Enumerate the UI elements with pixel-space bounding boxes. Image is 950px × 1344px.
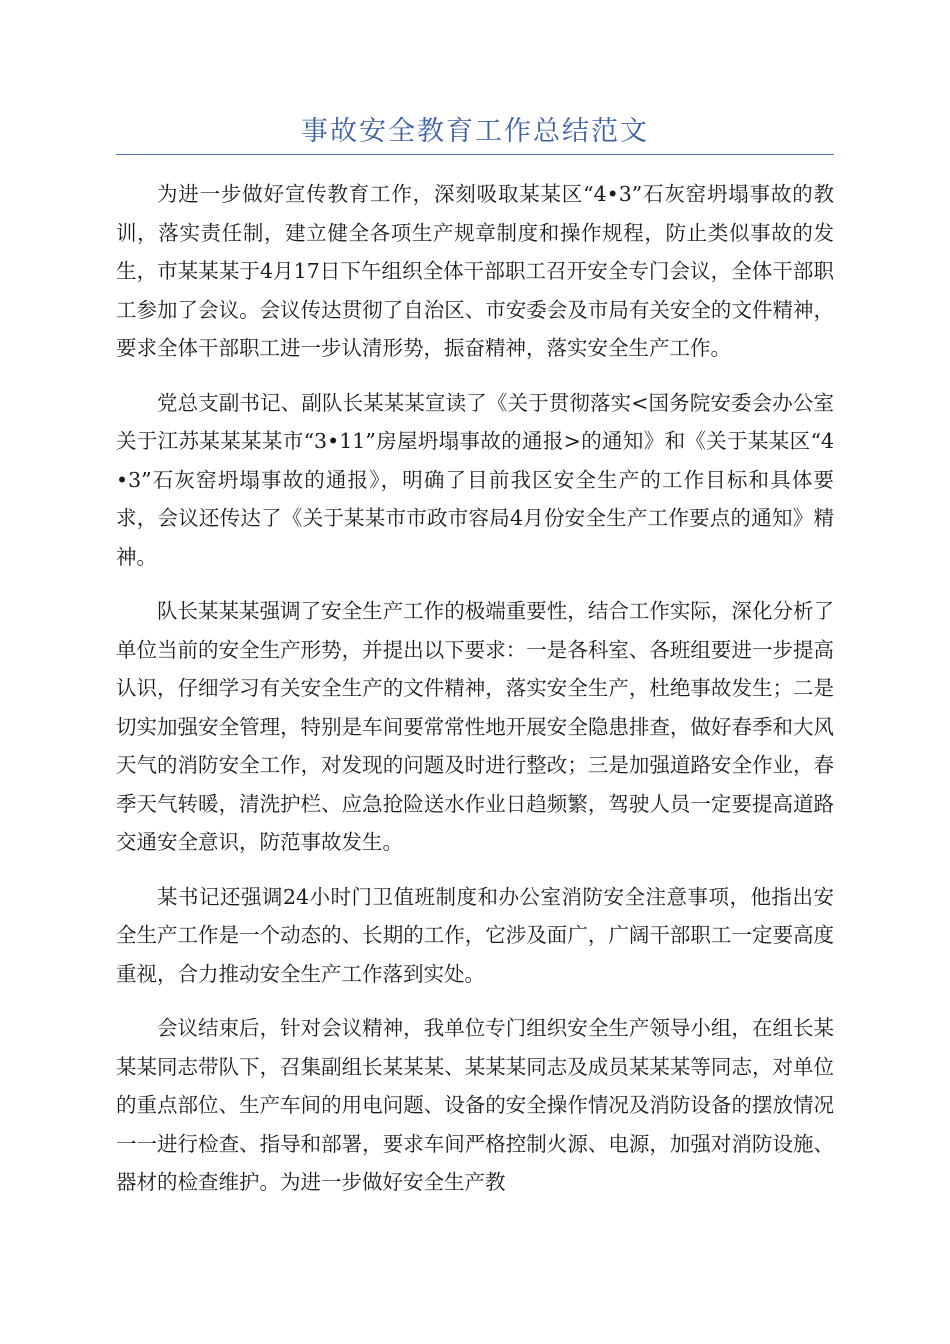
- paragraph-4: 某书记还强调24小时门卫值班制度和办公室消防安全注意事项，他指出安全生产工作是一个动态的、长期的工作，它涉及面广，广阔干部职工一定要高度重视，合力推动安全生产工作落到实处。: [116, 884, 834, 986]
- document-body: [116, 175, 834, 1218]
- paragraph-2: 党总支副书记、副队长某某某宣读了《关于贯彻落实<国务院安委会办公室关于江苏某某某某市“3•11”房屋坍塌事故的通报>的通知》和《关于某某区“4•3”石灰窑坍塌事故的通报》，明确了目前我区安全生产的工作目标和具体要求，会议还传达了《关于某某市市政市容局4月份安全生产工作要点的通知》精神。: [116, 390, 834, 569]
- paragraph-5: 会议结束后，针对会议精神，我单位专门组织安全生产领导小组，在组长某某某同志带队下，召集副组长某某某、某某某同志及成员某某某等同志，对单位的重点部位、生产车间的用电问题、设备的安全操作情况及消防设备的摆放情况一一进行检查、指导和部署，要求车间严格控制火源、电源，加强对消防设施、器材的检查维护。为进一步做好安全生产教: [116, 1016, 834, 1194]
- paragraph-1: 为进一步做好宣传教育工作，深刻吸取某某区“4•3”石灰窑坍塌事故的教训，落实责任制，建立健全各项生产规章制度和操作规程，防止类似事故的发生，市某某某于4月17日下午组织全体干部职工召开安全专门会议，全体干部职工参加了会议。会议传达贯彻了自治区、市安委会及市局有关安全的文件精神，要求全体干部职工进一步认清形势，振奋精神，落实安全生产工作。: [116, 182, 834, 360]
- title-underline: [116, 154, 834, 155]
- paragraph-3: 队长某某某强调了安全生产工作的极端重要性，结合工作实际，深化分析了单位当前的安全生产形势，并提出以下要求：一是各科室、各班组要进一步提高认识，仔细学习有关安全生产的文件精神，落实安全生产，杜绝事故发生；二是切实加强安全管理，特别是车间要常常性地开展安全隐患排查，做好春季和大风天气的消防安全工作，对发现的问题及时进行整改；三是加强道路安全作业，春季天气转暖，清洗护栏、应急抢险送水作业日趋频繁，驾驶人员一定要提高道路交通安全意识，防范事故发生。: [116, 599, 834, 854]
- document-title: 事故安全教育工作总结范文: [301, 116, 649, 147]
